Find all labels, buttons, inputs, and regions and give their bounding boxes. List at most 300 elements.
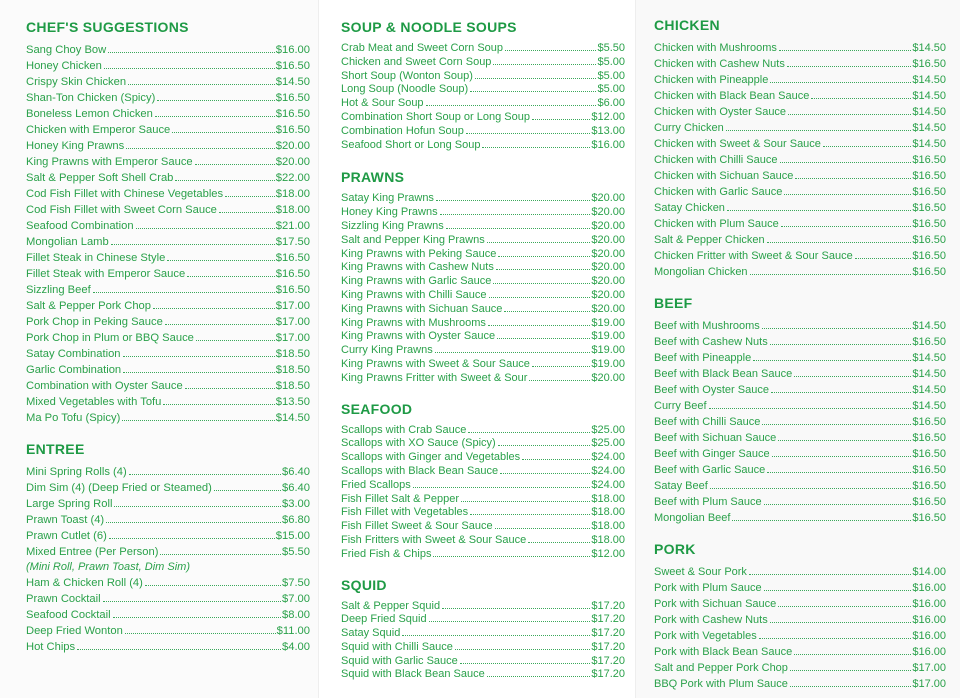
- menu-item-price: $11.00: [276, 625, 310, 637]
- menu-item-price: $20.00: [591, 275, 625, 288]
- dot-leader: [488, 325, 590, 326]
- menu-item-price: $17.00: [275, 316, 310, 328]
- dot-leader: [528, 542, 590, 543]
- menu-item-name: Fish Fritters with Sweet & Sour Sauce: [341, 533, 527, 546]
- dot-leader: [778, 440, 911, 441]
- menu-item-price: $16.00: [912, 598, 946, 610]
- dot-leader: [497, 338, 590, 339]
- dot-leader: [788, 114, 911, 115]
- menu-item-price: $18.00: [591, 506, 625, 519]
- menu-item-price: $14.50: [275, 76, 310, 88]
- dot-leader: [470, 91, 596, 92]
- menu-item-price: $22.00: [275, 172, 310, 184]
- menu-item-name: Chicken with Oyster Sauce: [654, 106, 787, 118]
- menu-item: [26, 90, 310, 106]
- dot-leader: [762, 424, 911, 425]
- menu-item-name: King Prawns with Emperor Sauce: [26, 156, 193, 168]
- menu-item-name: Scallops with XO Sauce (Spicy): [341, 437, 496, 450]
- menu-item-name: Fillet Steak in Chinese Style: [26, 252, 166, 264]
- menu-item-price: $16.50: [275, 284, 310, 296]
- menu-item-name: Chicken and Sweet Corn Soup: [341, 55, 492, 68]
- menu-item: [341, 424, 625, 438]
- menu-item-name: Satay Chicken: [654, 202, 725, 214]
- menu-item-name: Mixed Vegetables with Tofu: [26, 396, 162, 408]
- menu-item-price: $14.50: [912, 42, 946, 54]
- menu-item: [654, 120, 946, 136]
- menu-item-name: Salt & Pepper Squid: [341, 599, 441, 612]
- menu-item-name: Chicken with Garlic Sauce: [654, 186, 783, 198]
- menu-item: [654, 200, 946, 216]
- dot-leader: [475, 78, 597, 79]
- menu-item-name: BBQ Pork with Plum Sauce: [654, 678, 788, 690]
- dot-leader: [710, 488, 912, 489]
- menu-item: [654, 248, 946, 264]
- dot-leader: [196, 340, 275, 341]
- menu-item: [26, 464, 310, 480]
- menu-item-name: Chicken with Sweet & Sour Sauce: [654, 138, 821, 150]
- dot-leader: [123, 372, 275, 373]
- menu-item-price: $20.00: [591, 371, 625, 384]
- menu-item: [341, 534, 625, 548]
- menu-item: [341, 668, 625, 682]
- menu-item-price: $20.00: [591, 288, 625, 301]
- menu-item-name: Fish Fillet Sweet & Sour Sauce: [341, 520, 493, 533]
- dot-leader: [778, 606, 911, 607]
- menu-item: [341, 70, 625, 84]
- menu-item: [26, 480, 310, 496]
- menu-item: [26, 362, 310, 378]
- menu-item-price: $18.00: [591, 533, 625, 546]
- dot-leader: [109, 538, 275, 539]
- menu-item-price: $6.00: [597, 97, 625, 110]
- menu-item: [26, 154, 310, 170]
- menu-item: [654, 644, 946, 660]
- menu-item-name: Salt and Pepper Pork Chop: [654, 662, 788, 674]
- menu-item-name: Pork Chop in Peking Sauce: [26, 316, 163, 328]
- menu-item-price: $18.50: [275, 348, 310, 360]
- menu-item-price: $18.00: [275, 188, 310, 200]
- menu-item-name: Boneless Lemon Chicken: [26, 108, 153, 120]
- menu-item-price: $16.50: [275, 252, 310, 264]
- dot-leader: [108, 52, 275, 53]
- menu-item-name: Beef with Black Bean Sauce: [654, 368, 793, 380]
- menu-item-name: Combination Short Soup or Long Soup: [341, 110, 530, 123]
- menu-item-name: Scallops with Black Bean Sauce: [341, 464, 499, 477]
- menu-item-name: Dim Sim (4) (Deep Fried or Steamed): [26, 482, 212, 494]
- entree-list-continued: [26, 575, 310, 655]
- entree-title: ENTREE: [26, 441, 85, 457]
- dot-leader: [811, 98, 911, 99]
- menu-item-name: Crab Meat and Sweet Corn Soup: [341, 42, 504, 54]
- menu-item-name: Ham & Chicken Roll (4): [26, 577, 143, 589]
- menu-item: [654, 334, 946, 350]
- dot-leader: [128, 84, 275, 85]
- menu-item-name: Chicken Fritter with Sweet & Sour Sauce: [654, 250, 853, 262]
- menu-item-name: Squid with Chilli Sauce: [341, 640, 453, 653]
- menu-item-name: Seafood Short or Long Soup: [341, 138, 481, 151]
- dot-leader: [727, 210, 911, 211]
- menu-item-name: Prawn Toast (4): [26, 514, 105, 526]
- menu-item: [341, 220, 625, 234]
- menu-item-price: $16.50: [912, 170, 946, 182]
- menu-item-price: $16.50: [912, 464, 946, 476]
- menu-item: [26, 266, 310, 282]
- menu-item-name: Chicken with Sichuan Sauce: [654, 170, 794, 182]
- menu-item-price: $12.00: [591, 547, 625, 560]
- menu-item-price: $17.20: [591, 640, 625, 653]
- menu-item-price: $16.50: [912, 336, 946, 348]
- menu-item-price: $16.00: [912, 614, 946, 626]
- pork-title: PORK: [654, 541, 696, 557]
- menu-item-price: $20.00: [591, 219, 625, 232]
- menu-item-price: $16.00: [591, 138, 625, 151]
- menu-item-name: Fried Fish & Chips: [341, 547, 432, 560]
- dot-leader: [470, 514, 590, 515]
- menu-item-name: Honey King Prawns: [341, 206, 438, 219]
- menu-item: [341, 493, 625, 507]
- menu-item-name: Mongolian Lamb: [26, 236, 109, 248]
- entree-note: (Mini Roll, Prawn Toast, Dim Sim): [26, 561, 191, 573]
- chefs-suggestions-title: CHEF'S SUGGESTIONS: [26, 19, 189, 35]
- menu-item-name: Curry King Prawns: [341, 344, 433, 357]
- dot-leader: [489, 297, 591, 298]
- menu-item-name: King Prawns with Peking Sauce: [341, 247, 497, 260]
- menu-item-price: $18.00: [591, 492, 625, 505]
- dot-leader: [496, 269, 591, 270]
- dot-leader: [93, 292, 275, 293]
- dot-leader: [709, 408, 912, 409]
- menu-item-price: $19.00: [591, 316, 625, 329]
- dot-leader: [155, 116, 275, 117]
- menu-item-price: $20.00: [591, 192, 625, 205]
- dot-leader: [522, 459, 590, 460]
- dot-leader: [125, 633, 276, 634]
- dot-leader: [487, 242, 591, 243]
- dot-leader: [145, 585, 281, 586]
- dot-leader: [759, 638, 912, 639]
- menu-item-price: $5.00: [597, 55, 625, 68]
- menu-item: [341, 139, 625, 153]
- menu-item: [654, 56, 946, 72]
- menu-item-name: Garlic Combination: [26, 364, 122, 376]
- menu-item-price: $17.00: [912, 678, 946, 690]
- menu-item: [26, 42, 310, 58]
- menu-column-left: [0, 0, 318, 698]
- dot-leader: [779, 50, 911, 51]
- menu-item-name: Satay Beef: [654, 480, 708, 492]
- menu-item-price: $18.00: [591, 520, 625, 533]
- menu-item-price: $16.50: [912, 58, 946, 70]
- menu-item-name: Prawn Cutlet (6): [26, 530, 107, 542]
- menu-item-price: $13.50: [275, 396, 310, 408]
- menu-item-price: $18.50: [275, 364, 310, 376]
- menu-item-name: Sang Choy Bow: [26, 44, 107, 56]
- menu-item-name: Chicken with Pineapple: [654, 74, 769, 86]
- dot-leader: [165, 324, 275, 325]
- menu-item-price: $24.00: [591, 464, 625, 477]
- beef-title: BEEF: [654, 295, 693, 311]
- menu-item-name: Shan-Ton Chicken (Spicy): [26, 92, 156, 104]
- menu-item-price: $16.50: [912, 202, 946, 214]
- menu-item: [26, 410, 310, 426]
- menu-item: [654, 628, 946, 644]
- dot-leader: [498, 256, 590, 257]
- dot-leader: [167, 260, 274, 261]
- dot-leader: [157, 100, 274, 101]
- menu-item: [654, 152, 946, 168]
- dot-leader: [770, 622, 912, 623]
- menu-item-name: Chicken with Plum Sauce: [654, 218, 779, 230]
- menu-item: [26, 74, 310, 90]
- menu-item-name: Beef with Oyster Sauce: [654, 384, 769, 396]
- menu-item-name: Sizzling Beef: [26, 284, 91, 296]
- menu-item-name: Mongolian Beef: [654, 512, 731, 524]
- menu-item-price: $6.80: [282, 514, 310, 526]
- menu-item: [26, 378, 310, 394]
- menu-item-price: $16.00: [912, 582, 946, 594]
- menu-column-middle: [318, 0, 636, 698]
- menu-item-price: $16.50: [912, 512, 946, 524]
- dot-leader: [440, 214, 591, 215]
- menu-item: [26, 528, 310, 544]
- menu-item-price: $19.00: [591, 357, 625, 370]
- chicken-list: [654, 40, 946, 280]
- dot-leader: [764, 504, 912, 505]
- menu-item: [26, 298, 310, 314]
- dot-leader: [455, 649, 590, 650]
- dot-leader: [214, 490, 281, 491]
- menu-item-name: Pork with Cashew Nuts: [654, 614, 768, 626]
- dot-leader: [764, 590, 912, 591]
- menu-item-name: Fried Scallops: [341, 478, 411, 491]
- menu-item-price: $3.00: [282, 498, 310, 510]
- menu-item-name: King Prawns with Cashew Nuts: [341, 261, 494, 274]
- menu-item-price: $16.50: [275, 124, 310, 136]
- menu-item: [654, 366, 946, 382]
- menu-item-name: Combination with Oyster Sauce: [26, 380, 183, 392]
- menu-item-name: Seafood Cocktail: [26, 609, 111, 621]
- menu-item-price: $6.40: [282, 466, 310, 478]
- menu-item: [341, 330, 625, 344]
- dot-leader: [750, 274, 912, 275]
- dot-leader: [106, 522, 281, 523]
- menu-item: [654, 612, 946, 628]
- menu-item-price: $14.50: [912, 368, 946, 380]
- menu-item: [341, 372, 625, 386]
- menu-item-name: Crispy Skin Chicken: [26, 76, 127, 88]
- menu-item: [341, 111, 625, 125]
- menu-item-name: Prawn Cocktail: [26, 593, 101, 605]
- menu-item-price: $16.50: [275, 92, 310, 104]
- dot-leader: [433, 556, 590, 557]
- dot-leader: [466, 133, 590, 134]
- menu-item-price: $4.00: [282, 641, 310, 653]
- menu-item: [654, 564, 946, 580]
- menu-item-name: Hot & Sour Soup: [341, 97, 424, 110]
- menu-item-price: $16.50: [275, 60, 310, 72]
- dot-leader: [504, 311, 590, 312]
- menu-item: [26, 250, 310, 266]
- menu-item: [26, 346, 310, 362]
- menu-item: [26, 58, 310, 74]
- menu-item: [654, 168, 946, 184]
- dot-leader: [498, 445, 591, 446]
- menu-item-name: Short Soup (Wonton Soup): [341, 69, 473, 82]
- menu-item-price: $12.00: [591, 110, 625, 123]
- menu-item: [341, 317, 625, 331]
- dot-leader: [123, 356, 275, 357]
- dot-leader: [726, 130, 912, 131]
- menu-item-price: $16.00: [912, 646, 946, 658]
- dot-leader: [732, 520, 911, 521]
- menu-item: [654, 88, 946, 104]
- menu-item-name: Beef with Chilli Sauce: [654, 416, 761, 428]
- menu-item: [341, 548, 625, 562]
- dot-leader: [770, 344, 912, 345]
- dot-leader: [185, 388, 275, 389]
- menu-item-price: $25.00: [591, 423, 625, 436]
- menu-item-name: Fish Fillet Salt & Pepper: [341, 492, 459, 505]
- menu-item-name: Mini Spring Rolls (4): [26, 466, 127, 478]
- menu-item-price: $18.00: [275, 204, 310, 216]
- menu-item-price: $14.50: [912, 320, 946, 332]
- dot-leader: [111, 244, 275, 245]
- menu-item: [654, 136, 946, 152]
- menu-item: [341, 261, 625, 275]
- menu-item: [341, 192, 625, 206]
- menu-item-name: Cod Fish Fillet with Sweet Corn Sauce: [26, 204, 217, 216]
- menu-item-price: $20.00: [275, 156, 310, 168]
- chefs-suggestions-list: [26, 42, 310, 426]
- menu-item-price: $19.00: [591, 344, 625, 357]
- menu-item-price: $20.00: [591, 206, 625, 219]
- menu-item-price: $14.50: [912, 384, 946, 396]
- dot-leader: [762, 328, 912, 329]
- dot-leader: [225, 196, 275, 197]
- menu-item-price: $17.00: [275, 300, 310, 312]
- menu-item: [26, 330, 310, 346]
- soup-list: [341, 42, 625, 152]
- menu-item: [26, 591, 310, 607]
- menu-item-price: $17.20: [591, 654, 625, 667]
- menu-item-price: $16.50: [912, 496, 946, 508]
- dot-leader: [823, 146, 911, 147]
- menu-item: [341, 613, 625, 627]
- menu-item: [26, 138, 310, 154]
- menu-item-price: $14.50: [912, 74, 946, 86]
- menu-item: [654, 430, 946, 446]
- dot-leader: [855, 258, 912, 259]
- dot-leader: [790, 686, 911, 687]
- menu-item: [26, 106, 310, 122]
- menu-item-price: $17.20: [591, 668, 625, 681]
- dot-leader: [413, 487, 591, 488]
- dot-leader: [781, 226, 912, 227]
- menu-item-price: $6.40: [282, 482, 310, 494]
- menu-item-name: King Prawns Fritter with Sweet & Sour: [341, 371, 528, 384]
- menu-item-price: $20.00: [591, 261, 625, 274]
- menu-item-price: $13.00: [591, 124, 625, 137]
- menu-column-right: [636, 0, 960, 698]
- dot-leader: [795, 178, 911, 179]
- dot-leader: [113, 617, 281, 618]
- menu-item-price: $5.50: [282, 546, 310, 558]
- menu-item: [341, 437, 625, 451]
- menu-item-price: $14.50: [275, 412, 310, 424]
- menu-item: [654, 232, 946, 248]
- menu-item-name: Pork with Black Bean Sauce: [654, 646, 793, 658]
- menu-item-name: Fillet Steak with Emperor Sauce: [26, 268, 186, 280]
- menu-item: [341, 600, 625, 614]
- menu-item: [341, 506, 625, 520]
- menu-item-name: Chicken with Mushrooms: [654, 42, 777, 54]
- menu-item: [26, 170, 310, 186]
- dot-leader: [495, 528, 591, 529]
- entree-list: [26, 464, 310, 560]
- dot-leader: [529, 380, 590, 381]
- menu-item: [26, 122, 310, 138]
- menu-item-name: Pork with Plum Sauce: [654, 582, 762, 594]
- menu-item-price: $8.00: [282, 609, 310, 621]
- menu-item-name: Salt and Pepper King Prawns: [341, 233, 485, 246]
- menu-item-price: $19.00: [591, 330, 625, 343]
- menu-item: [26, 186, 310, 202]
- menu-item-name: Scallops with Ginger and Vegetables: [341, 451, 521, 464]
- menu-item-price: $17.50: [275, 236, 310, 248]
- menu-item-name: Curry Beef: [654, 400, 707, 412]
- menu-item-name: Seafood Combination: [26, 220, 134, 232]
- menu-item-name: Satay Combination: [26, 348, 121, 360]
- menu-item-price: $5.00: [597, 69, 625, 82]
- menu-item-name: Beef with Garlic Sauce: [654, 464, 766, 476]
- menu-item-name: Hot Chips: [26, 641, 76, 653]
- dot-leader: [122, 420, 274, 421]
- menu-item-name: Combination Hofun Soup: [341, 124, 464, 137]
- menu-item-name: Honey Chicken: [26, 60, 102, 72]
- dot-leader: [104, 68, 275, 69]
- menu-item: [341, 125, 625, 139]
- dot-leader: [487, 676, 591, 677]
- menu-item: [654, 104, 946, 120]
- seafood-list: [341, 424, 625, 562]
- menu-item-price: $15.00: [275, 530, 310, 542]
- menu-item-name: Large Spring Roll: [26, 498, 113, 510]
- menu-item: [26, 575, 310, 591]
- dot-leader: [780, 162, 912, 163]
- menu-item: [26, 639, 310, 655]
- dot-leader: [126, 148, 275, 149]
- dot-leader: [172, 132, 275, 133]
- menu-item-price: $20.00: [591, 247, 625, 260]
- menu-item-price: $25.00: [591, 437, 625, 450]
- menu-item: [654, 398, 946, 414]
- dot-leader: [784, 194, 911, 195]
- menu-item: [654, 216, 946, 232]
- menu-item-name: Beef with Pineapple: [654, 352, 752, 364]
- menu-item: [341, 275, 625, 289]
- menu-item-price: $17.20: [591, 627, 625, 640]
- dot-leader: [442, 608, 590, 609]
- menu-item-name: King Prawns with Chilli Sauce: [341, 288, 487, 301]
- dot-leader: [426, 105, 597, 106]
- dot-leader: [103, 601, 281, 602]
- menu-item-name: Mixed Entree (Per Person): [26, 546, 159, 558]
- dot-leader: [136, 228, 275, 229]
- menu-item-price: $14.50: [912, 400, 946, 412]
- menu-item-name: Sizzling King Prawns: [341, 219, 444, 232]
- menu-item-price: $17.00: [912, 662, 946, 674]
- dot-leader: [468, 432, 590, 433]
